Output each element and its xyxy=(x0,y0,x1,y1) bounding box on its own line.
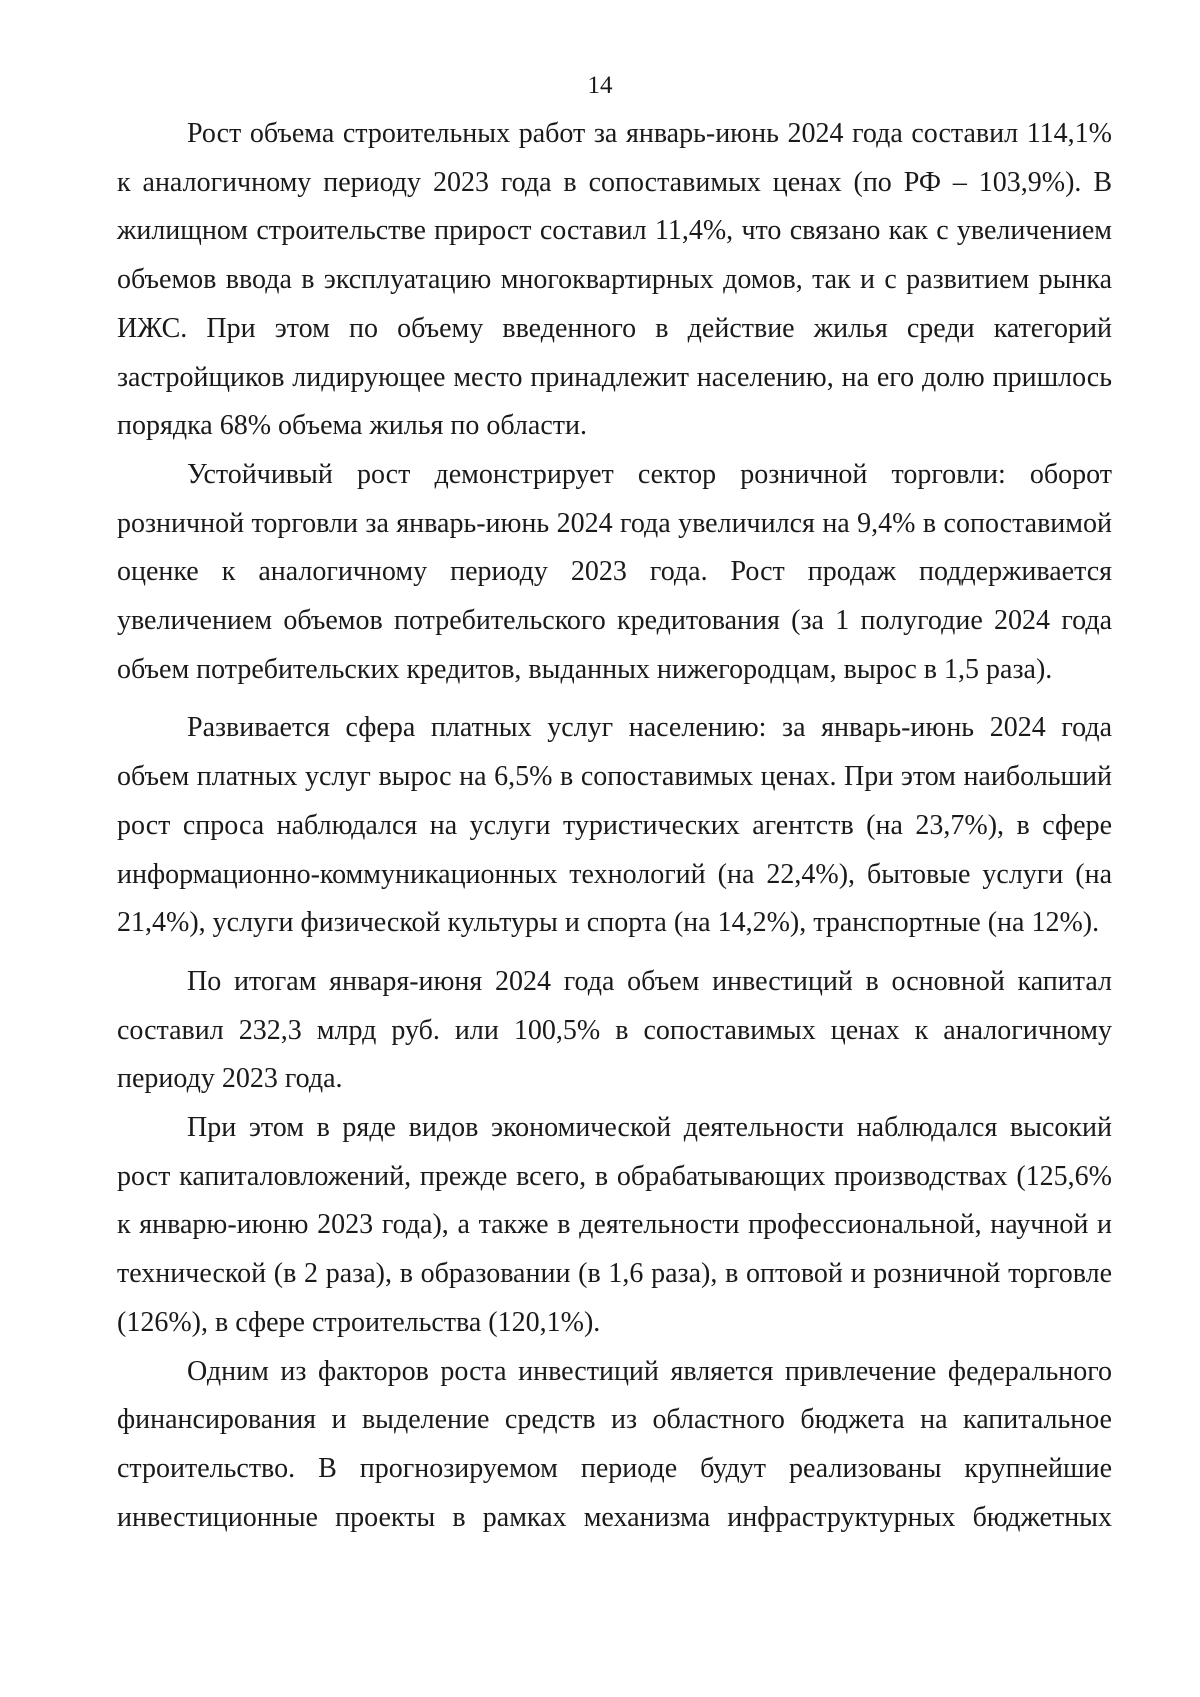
paragraph-investment-factors: Одним из факторов роста инвестиций является привлечение федерального финансирования и выделение средств из областного бюджета на капитальное строительство. В прогнозируемом периоде будут реализованы крупнейшие инвестиционные проекты в рамках механизма инфраструктурных бюджетных xyxy=(117,1355,1112,1533)
page-number: 14 xyxy=(587,72,613,99)
paragraph-paid-services: Развивается сфера платных услуг населению: за январь-июнь 2024 года объем платных услуг вырос на 6,5% в сопоставимых ценах. При этом наибольший рост спроса наблюдался на услуги туристических агентств (на 23,7%), в сфере информационно-коммуникационных технологий (на 22,4%), бытовые услуги (на 21,4%), услуги физической культуры и спорта (на 14,2%), транспортные (на 12%). xyxy=(117,712,1112,939)
paragraph-investments: По итогам января-июня 2024 года объем инвестиций в основной капитал составил 232,3 млрд руб. или 100,5% в сопоставимых ценах к аналогичному периоду 2023 года. xyxy=(117,965,1112,1095)
paragraph-retail: Устойчивый рост демонстрирует сектор розничной торговли: оборот розничной торговли за январь-июнь 2024 года увеличился на 9,4% в сопоставимой оценке к аналогичному периоду 2023 года. Рост продаж поддерживается увеличением объемов потребительского кредитования (за 1 полугодие 2024 года объем потребительских кредитов, выданных нижегородцам, вырос в 1,5 раза). xyxy=(117,458,1112,685)
paragraph-construction: Рост объема строительных работ за январь-июнь 2024 года составил 114,1% к аналогичному периоду 2023 года в сопоставимых ценах (по РФ – 103,9%). В жилищном строительстве прирост составил 11,4%, что связано как с увеличением объемов ввода в эксплуатацию многоквартирных домов, так и с развитием рынка ИЖС. При этом по объему введенного в действие жилья среди категорий застройщиков лидирующее место принадлежит населению, на его долю пришлось порядка 68% объема жилья по области. xyxy=(117,118,1112,442)
document-body xyxy=(117,110,1112,1542)
paragraph-capital-investments: При этом в ряде видов экономической деятельности наблюдался высокий рост капиталовложений, прежде всего, в обрабатывающих производствах (125,6% к январю-июню 2023 года), а также в деятельности профессиональной, научной и технической (в 2 раза), в образовании (в 1,6 раза), в оптовой и розничной торговле (126%), в сфере строительства (120,1%). xyxy=(117,1112,1112,1338)
